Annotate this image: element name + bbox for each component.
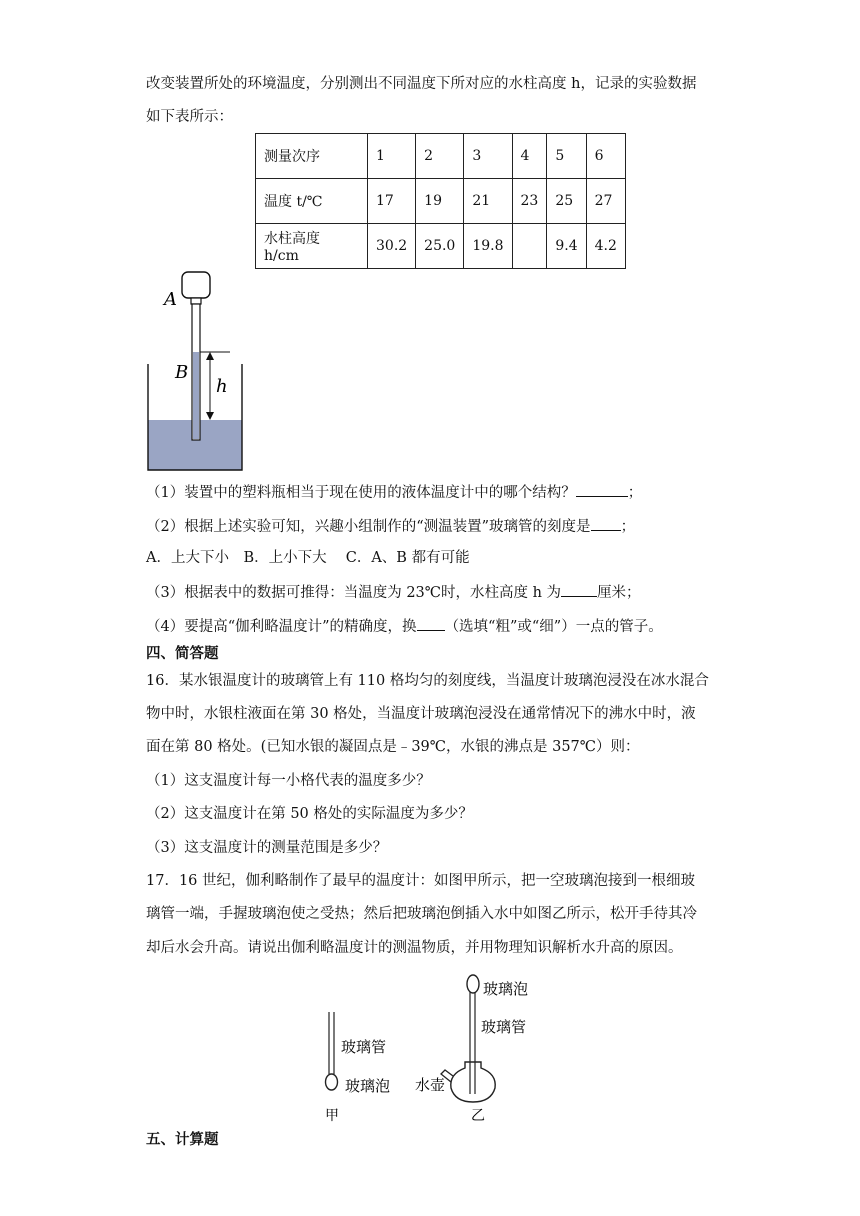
table-cell: 水柱高度 h/cm (256, 224, 368, 269)
q15-options: A．上大下小 B．上小下大 C．A、B 都有可能 (146, 550, 470, 566)
table-cell: 4.2 (586, 224, 625, 269)
yi-pot-label: 水壶 (415, 1076, 446, 1094)
bottle-cap (191, 298, 201, 304)
table-cell: 9.4 (547, 224, 586, 269)
table-cell: 25.0 (416, 224, 464, 269)
q17-line-2: 璃管一端，手握玻璃泡使之受热；然后把玻璃泡倒插入水中如图乙所示，松开手待其冷 (146, 906, 697, 922)
table-cell: 测量次序 (256, 134, 368, 179)
answer-blank (576, 480, 628, 497)
table-cell: 5 (547, 134, 586, 179)
q15-part-3: （3）根据表中的数据可推得：当温度为 23℃时，水柱高度 h 为 厘米； (146, 580, 641, 604)
label-b: B (175, 362, 189, 383)
table-cell: 21 (464, 179, 512, 224)
table-cell: 6 (586, 134, 625, 179)
bottle-shape (182, 272, 210, 298)
q16-sub-2: （2）这支温度计在第 50 格处的实际温度为多少？ (146, 806, 473, 822)
table-row (256, 179, 626, 224)
yi-caption: 乙 (471, 1108, 485, 1124)
galileo-figure (305, 970, 555, 1130)
q16-sub-1: （1）这支温度计每一小格代表的温度多少？ (146, 773, 431, 789)
yi-bulb (467, 975, 479, 993)
table-row (256, 224, 626, 269)
table-cell: 2 (416, 134, 464, 179)
table-cell: 27 (586, 179, 625, 224)
table-cell: 19 (416, 179, 464, 224)
section-title-4: 四、简答题 (146, 646, 219, 662)
h-arrow-head-down (206, 412, 214, 420)
q15-part-2: （2）根据上述实验可知，兴趣小组制作的“测温装置”玻璃管的刻度是 ； (146, 514, 635, 538)
table-cell: 19.8 (464, 224, 512, 269)
jia-caption: 甲 (325, 1108, 339, 1124)
q17-line-1: 17．16 世纪，伽利略制作了最早的温度计：如图甲所示，把一空玻璃泡接到一根细玻 (146, 873, 696, 889)
section-title-5: 五、计算题 (146, 1132, 219, 1148)
q15-part-4: （4）要提高“伽利略温度计”的精确度，换 （选填“粗”或“细”）一点的管子。 (146, 614, 663, 638)
q16-line-3: 面在第 80 格处。(已知水银的凝固点是﹣39℃，水银的沸点是 357℃）则： (146, 739, 640, 755)
q16-line-2: 物中时，水银柱液面在第 30 格处，当温度计玻璃泡浸没在通常情况下的沸水中时，液 (146, 706, 696, 722)
label-a: A (164, 289, 177, 310)
q16-sub-3: （3）这支温度计的测量范围是多少？ (146, 840, 388, 856)
intro-line-1: 改变装置所处的环境温度，分别测出不同温度下所对应的水柱高度 h，记录的实验数据 (146, 76, 697, 92)
data-table (255, 133, 626, 269)
q15-part-1: （1）装置中的塑料瓶相当于现在使用的液体温度计中的哪个结构？ ； (146, 480, 642, 504)
table-cell: 温度 t/℃ (256, 179, 368, 224)
label-h: h (216, 376, 228, 397)
table-cell: 25 (547, 179, 586, 224)
table-cell: 4 (512, 134, 547, 179)
jia-bulb-label: 玻璃泡 (345, 1077, 391, 1095)
water-column (193, 352, 199, 439)
table-cell (512, 224, 547, 269)
apparatus-figure (140, 268, 260, 474)
answer-blank (417, 614, 445, 631)
table-row (256, 134, 626, 179)
jia-bulb (326, 1074, 338, 1090)
jia-tube-label: 玻璃管 (341, 1038, 387, 1056)
answer-blank (591, 514, 621, 531)
q17-line-3: 却后水会升高。请说出伽利略温度计的测温物质，并用物理知识解析水升高的原因。 (146, 940, 683, 956)
table-cell: 3 (464, 134, 512, 179)
yi-pot (451, 1062, 495, 1102)
q16-line-1: 16．某水银温度计的玻璃管上有 110 格均匀的刻度线，当温度计玻璃泡浸没在冰水混合 (146, 673, 709, 689)
table-cell: 1 (368, 134, 416, 179)
yi-tube-label: 玻璃管 (481, 1018, 527, 1036)
table-cell: 30.2 (368, 224, 416, 269)
table-cell: 23 (512, 179, 547, 224)
table-cell: 17 (368, 179, 416, 224)
answer-blank (561, 580, 597, 597)
h-arrow-head-up (206, 352, 214, 360)
intro-line-2: 如下表所示： (146, 109, 233, 125)
yi-bulb-label: 玻璃泡 (483, 980, 529, 998)
